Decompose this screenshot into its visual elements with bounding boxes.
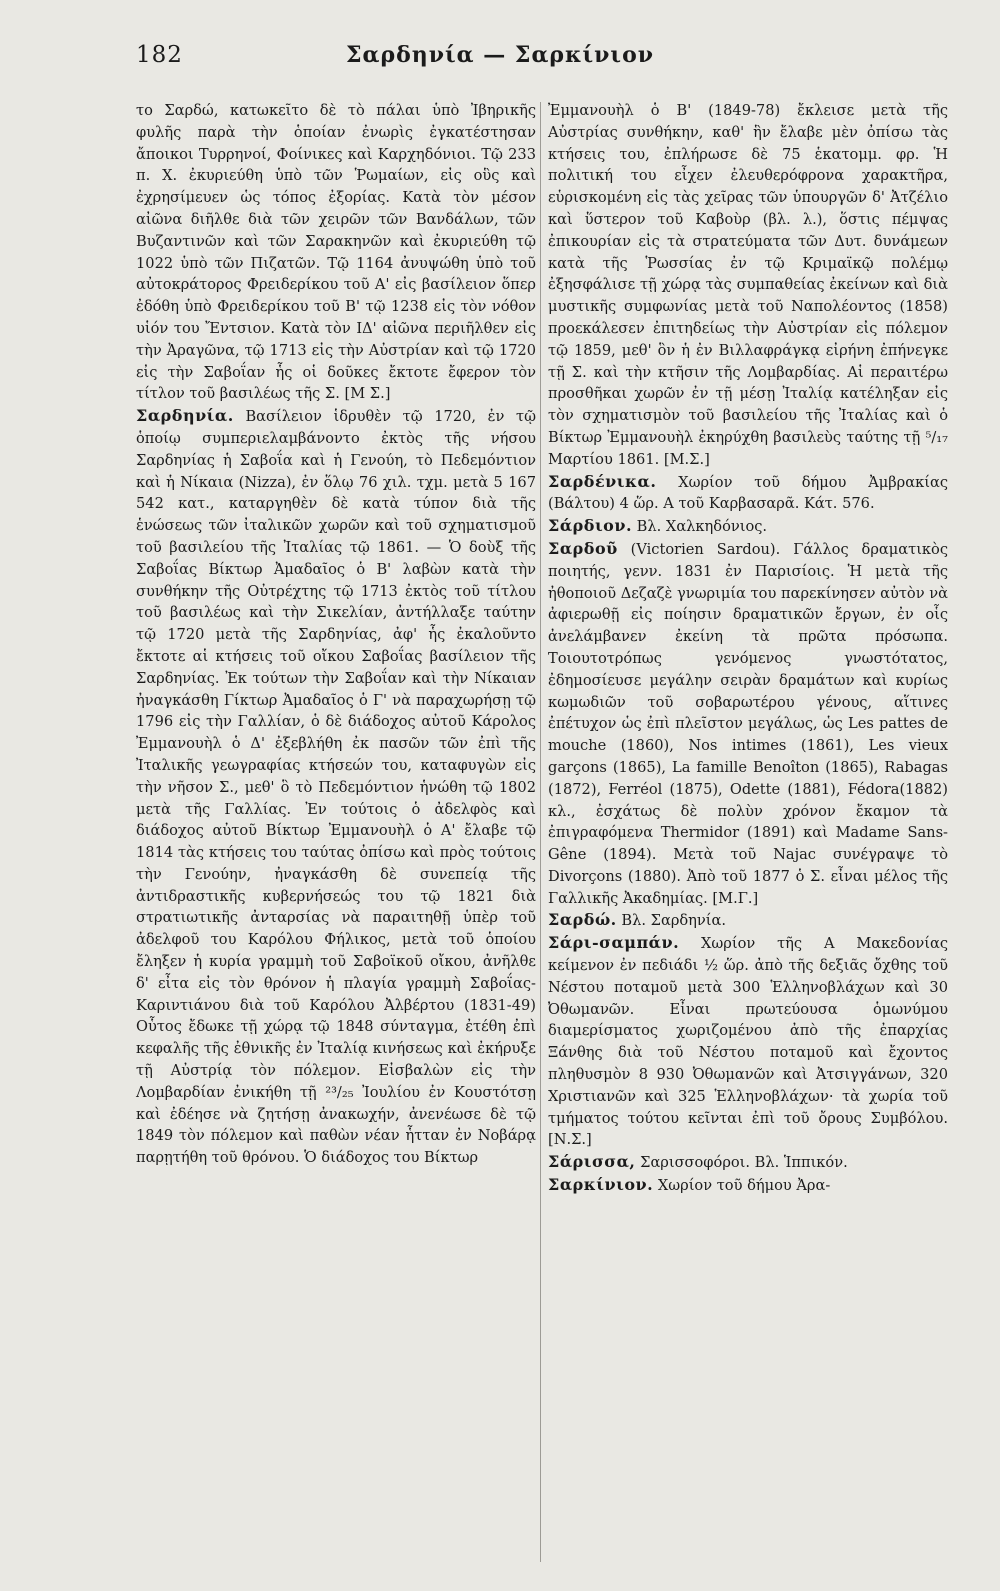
entry-text: το Σαρδώ, κατωκεῖτο δὲ τὸ πάλαι ὑπὸ Ἰβηρικῆς φυλῆς παρὰ τὴν ὁποίαν ἐνωρὶς ἐγκατέστησαν ἄποικοι Τυρρηνοί, Φοίνικες καὶ Καρχηδόνιοι. Τῷ 233 π. Χ. ἐκυριεύθη ὑπὸ τῶν Ῥωμαίων, εἰς οὓς καὶ ἐχρησίμευεν ὡς τόπος ἐξορίας. Κατὰ τὸν μέσον αἰῶνα διῆλθε διὰ τῶν χειρῶν τῶν Βανδάλων, τῶν Βυζαντινῶν καὶ τῶν Σαρακηνῶν καὶ ἐκυριεύθη τῷ 1022 ὑπὸ τῶν Πιζατῶν. Τῷ 1164 ἀνυψώθη ὑπὸ τοῦ αὐτοκράτορος Φρειδερίκου τοῦ Α' εἰς βασίλειον ὅπερ ἐδόθη ὑπὸ Φρειδερίκου τοῦ Β' τῷ 1238 εἰς τὸν νόθον υἱόν του Ἔντσιον. Κατὰ τὸν ΙΔ' αἰῶνα περιῆλθεν εἰς τὴν Ἀραγῶνα, τῷ 1713 εἰς τὴν Αὐστρίαν καὶ τῷ 1720 εἰς τὴν Σαβοΐαν ἧς οἱ δοῦκες ἔκτοτε ἔφερον τὸν τίτλον τοῦ βασιλέως τῆς Σ. [Μ Σ.] bbox=[136, 102, 536, 403]
left-column bbox=[136, 100, 536, 1169]
entry-paragraph bbox=[548, 1174, 948, 1197]
entry-headword: Σάρι-σαμπάν. bbox=[548, 933, 680, 953]
entry-text: Χωρίον τοῦ δήμου Ἀρα- bbox=[657, 1177, 831, 1195]
entry-paragraph bbox=[548, 1151, 948, 1174]
entry-headword: Σάρισσα, bbox=[548, 1152, 636, 1172]
entry-paragraph bbox=[136, 405, 536, 1169]
entry-text: Βλ. Σαρδηνία. bbox=[621, 912, 727, 930]
entry-paragraph bbox=[548, 909, 948, 932]
right-column bbox=[548, 100, 948, 1197]
page-header bbox=[0, 0, 1000, 80]
entry-paragraph bbox=[548, 538, 948, 910]
entry-text: Σαρισσοφόροι. Βλ. Ἱππικόν. bbox=[640, 1154, 848, 1172]
entry-text: (Victorien Sardou). Γάλλος δραματικὸς ποιητής, γενν. 1831 ἐν Παρισίοις. Ἡ μετὰ τῆς ἠθοποιοῦ Δεζαζὲ γνωριμία του παρεκίνησεν αὐτὸν νὰ ἀφιερωθῇ εἰς ποίησιν δραματικῶν ἔργων, ἐν οἷς ἀνελάμβανεν ἐκείνη τὰ πρῶτα πρόσωπα. Τοιουτοτρόπως γενόμενος γνωστότατος, ἐδημοσίευσε μεγάλην σειρὰν δραμάτων καὶ κυρίως κωμωδιῶν τοῦ σοβαρωτέρου γένους, αἵτινες ἐπέτυχον ὡς ἐπὶ πλεῖστον μεγάλως, ὡς Les pattes de mouche (1860), Nos intimes (1861), Les vieux garçons (1865), La famille Benoîton (1865), Rabagas (1872), Ferréol (1875), Odette (1881), Fédora(1882) κλ., ἐσχάτως δὲ πολὺν χρόνον ἔκαμον τὰ ἐπιγραφόμενα Thermidor (1891) καὶ Madame Sans-Gêne (1894). Μετὰ τοῦ Νajac συνέγραψε τὸ Divorçons (1880). Ἀπὸ τοῦ 1877 ὁ Σ. εἶναι μέλος τῆς Γαλλικῆς Ἀκαδημίας. [Μ.Γ.] bbox=[548, 540, 948, 907]
entry-headword: Σαρδηνία. bbox=[136, 406, 234, 426]
page-number: 182 bbox=[136, 42, 183, 68]
entry-text: Χωρίον τῆς Α Μακεδονίας κείμενον ἐν πεδιάδι ½ ὥρ. ἀπὸ τῆς δεξιᾶς ὄχθης τοῦ Νέστου ποταμοῦ μετὰ 300 Ἑλληνοβλάχων καὶ 30 Ὀθωμανῶν. Εἶναι πρωτεύουσα ὁμωνύμου διαμερίσματος χωριζομένου ἀπὸ τῆς ἐπαρχίας Ξάνθης διὰ τοῦ Νέστου ποταμοῦ καὶ ἔχοντος πληθυσμὸν 8 930 Ὀθωμανῶν καὶ Ἀτσιγγάνων, 320 Χριστιανῶν καὶ 325 Ἑλληνοβλάχων· τὰ χωρία τοῦ τμήματος τούτου κεῖνται ἐπὶ τοῦ ὄρους Συμβόλου. [Ν.Σ.] bbox=[548, 935, 948, 1149]
entry-headword: Σαρκίνιον. bbox=[548, 1175, 654, 1195]
entry-text: Χωρίον τοῦ δήμου Ἀμβρακίας (Βάλτου) 4 ὥρ. Α τοῦ Καρβασαρᾶ. Κάτ. 576. bbox=[548, 473, 948, 513]
entry-headword: Σαρδένικα. bbox=[548, 471, 657, 491]
entry-paragraph bbox=[136, 100, 536, 405]
entry-headword: Σαρδώ. bbox=[548, 910, 617, 930]
entry-headword: Σάρδιον. bbox=[548, 516, 633, 536]
running-head: Σαρδηνία — Σαρκίνιον bbox=[345, 42, 655, 68]
entry-paragraph bbox=[548, 471, 948, 516]
entry-paragraph bbox=[548, 932, 948, 1151]
column-divider bbox=[540, 102, 541, 1562]
entry-text: Ἐμμανουὴλ ὁ Β' (1849-78) ἔκλεισε μετὰ τῆς Αὐστρίας συνθήκην, καθ' ἣν ἔλαβε μὲν ὀπίσω τὰς κτήσεις του, ἐπλήρωσε δὲ 75 ἑκατομμ. φρ. Ἡ πολιτική του εἶχεν ἐλευθερόφρονα χαρακτῆρα, εὑρισκομένη εἰς τὰς χεῖρας τῶν ὑπουργῶν δ' Ἀτζέλιο καὶ ὕστερον τοῦ Καβοὺρ (βλ. λ.), ὅστις πέμψας ἐπικουρίαν εἰς τὰ στρατεύματα τῶν Δυτ. δυνάμεων κατὰ τῆς Ῥωσσίας ἐν τῷ Κριμαϊκῷ πολέμῳ ἐξησφάλισε τῇ χώρᾳ τὰς συμπαθείας ἐκείνων καὶ διὰ μυστικῆς συμφωνίας μετὰ τοῦ Ναπολέοντος (1858) προεκάλεσεν ἐπιτηδείως τὴν Αὐστρίαν εἰς πόλεμον τῷ 1859, μεθ' ὃν ἡ ἐν Βιλλαφράγκᾳ εἰρήνη ἐπήνεγκε τῇ Σ. καὶ τὴν κτῆσιν τῆς Λομβαρδίας. Αἱ περαιτέρω προσθῆκαι χωρῶν ἐν τῇ μέσῃ Ἰταλίᾳ κατέληξαν εἰς τὸν σχηματισμὸν τοῦ βασιλείου τῆς Ἰταλίας καὶ ὁ Βίκτωρ Ἐμμανουὴλ ἐκηρύχθη βασιλεὺς ταύτης τῇ ⁵/₁₇ Μαρτίου 1861. [Μ.Σ.] bbox=[548, 102, 948, 468]
entry-paragraph bbox=[548, 515, 948, 538]
entry-text: Βασίλειον ἱδρυθὲν τῷ 1720, ἐν τῷ ὁποίῳ συμπεριελαμβάνοντο ἐκτὸς τῆς νήσου Σαρδηνίας ἡ Σαβοΐα καὶ ἡ Γενούη, τὸ Πεδεμόντιον καὶ ἡ Νίκαια (Nizza), ἐν ὅλῳ 76 χιλ. τχμ. μετὰ 5 167 542 κατ., καταργηθὲν δὲ κατὰ τύπον διὰ τῆς ἑνώσεως τῶν ἰταλικῶν χωρῶν καὶ τοῦ σχηματισμοῦ τοῦ βασιλείου τῆς Ἰταλίας τῷ 1861. — Ὁ δοὺξ τῆς Σαβοΐας Βίκτωρ Ἀμαδαῖος ὁ Β' λαβὼν κατὰ τὴν συνθήκην τῆς Οὐτρέχτης τῷ 1713 ἐκτὸς τοῦ τίτλου τοῦ βασιλέως καὶ τὴν Σικελίαν, ἀντήλλαξε ταύτην τῷ 1720 μετὰ τῆς Σαρδηνίας, ἀφ' ἧς ἐκαλοῦντο ἔκτοτε αἱ κτήσεις τοῦ οἴκου Σαβοΐας βασίλειον τῆς Σαρδηνίας. Ἐκ τούτων τὴν Σαβοΐαν καὶ τὴν Νίκαιαν ἠναγκάσθη Γίκτωρ Ἀμαδαῖος ὁ Γ' νὰ παραχωρήσῃ τῷ 1796 εἰς τὴν Γαλλίαν, ὁ δὲ διάδοχος αὐτοῦ Κάρολος Ἐμμανουὴλ ὁ Δ' ἐξεβλήθη ἐκ πασῶν τῶν ἐπὶ τῆς Ἰταλικῆς γεωγραφίας κτήσεών του, καταφυγὼν εἰς τὴν νῆσον Σ., μεθ' ὃ τὸ Πεδεμόντιον ἡνώθη τῷ 1802 μετὰ τῆς Γαλλίας. Ἐν τούτοις ὁ ἀδελφὸς καὶ διάδοχος αὐτοῦ Βίκτωρ Ἐμμανουὴλ ὁ Α' ἔλαβε τῷ 1814 τὰς κτήσεις του ταύτας ὀπίσω καὶ πρὸς τούτοις τὴν Γενούην, ἠναγκάσθη δὲ συνεπείᾳ τῆς ἀντιδραστικῆς κυβερνήσεώς του τῷ 1821 διὰ στρατιωτικῆς ἀνταρσίας νὰ παραιτηθῇ ὑπὲρ τοῦ ἀδελφοῦ του Καρόλου Φήλικος, μετὰ τοῦ ὁποίου ἔληξεν ἡ κυρία γραμμὴ τοῦ Σαβοϊκοῦ οἴκου, ἀνῆλθε δ' εἶτα εἰς τὸν θρόνον ἡ πλαγία γραμμὴ Σαβοΐας-Καριντιάνου διὰ τοῦ Καρόλου Ἀλβέρτου (1831-49) Οὗτος ἔδωκε τῇ χώρᾳ τῷ 1848 σύνταγμα, ἐτέθη ἐπὶ κεφαλῆς τῆς ἐθνικῆς ἐν Ἰταλίᾳ κινήσεως καὶ ἐκήρυξε τῇ Αὐστρίᾳ τὸν πόλεμον. Εἰσβαλὼν εἰς τὴν Λομβαρδίαν ἐνικήθη τῇ ²³/₂₅ Ἰουλίου ἐν Κουστότσῃ καὶ ἐδέησε νὰ ζητήσῃ ἀνακωχήν, ἀνενέωσε δὲ τῷ 1849 τὸν πόλεμον καὶ παθὼν νέαν ἧτταν ἐν Νοβάρᾳ παρῃτήθη τοῦ θρόνου. Ὁ διάδοχος του Βίκτωρ bbox=[136, 408, 537, 1167]
entry-paragraph bbox=[548, 100, 948, 471]
entry-headword: Σαρδοῦ bbox=[548, 538, 618, 558]
entry-text: Βλ. Χαλκηδόνιος. bbox=[636, 518, 768, 536]
